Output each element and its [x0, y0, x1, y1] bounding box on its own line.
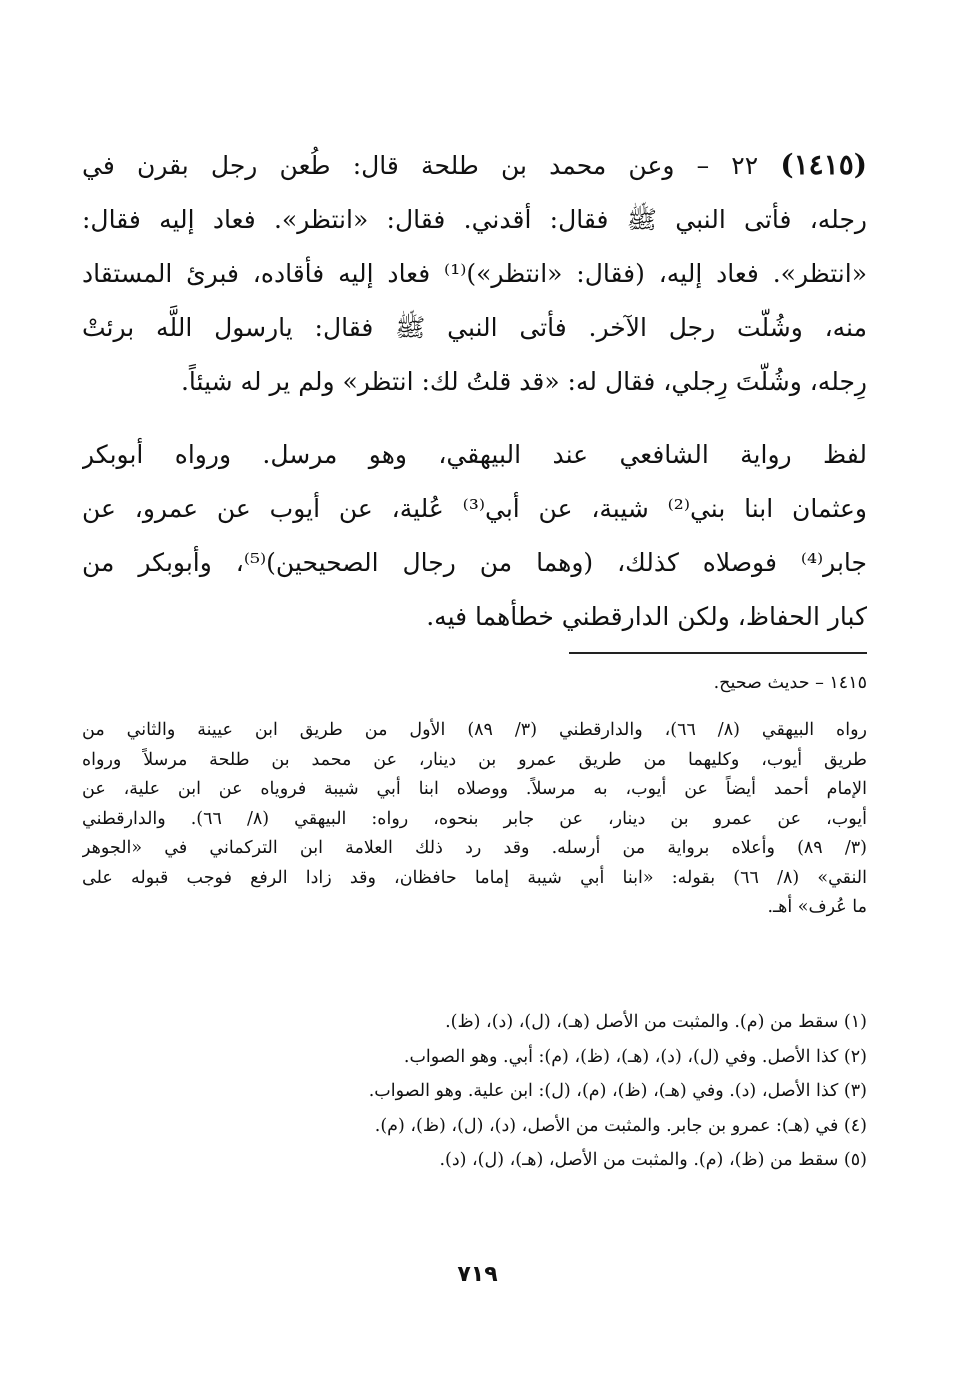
footnote: (١) سقط من (م). والمثبت من الأصل (هـ)، (ل)، (د)، (ظ). — [445, 1012, 867, 1032]
footnote: (٣) كذا الأصل، (د). وفي (هـ)، (ظ)، (م)، (ل): ابن علية. وهو الصواب. — [368, 1081, 867, 1101]
takhrij-line: رواه البيهقي (٨/ ٦٦)، والدارقطني (٣/ ٨٩) الأول من طريق ابن عيينة والثاني من — [82, 720, 867, 740]
takhrij-line: (٣/ ٨٩) وأعلاه برواية من أرسله. وقد رد ذلك العلامة ابن التركماني في «الجوهر — [82, 838, 867, 858]
footnote: (٥) سقط من (ظ)، (م). والمثبت من الأصل، (هـ)، (ل)، (د). — [439, 1150, 867, 1170]
hadith-text — [82, 138, 867, 409]
hadith-number: (١٤١٥) — [780, 148, 867, 181]
footnote-separator — [569, 652, 867, 654]
footnotes — [82, 1005, 867, 1178]
page-number: ٧١٩ — [457, 1262, 498, 1287]
takhrij-line: ما عُرف» أهـ. — [767, 897, 867, 917]
commentary-text — [82, 428, 867, 644]
footnote: (٢) كذا الأصل. وفي (ل)، (د)، (هـ)، (ظ)، (م): أبي. وهو الصواب. — [403, 1046, 867, 1067]
takhrij-line: طريق أيوب، وكليهما من طريق عمرو بن دينار، عن محمد بن طلحة مرسلاً ورواه — [82, 749, 867, 770]
takhrij-text — [82, 716, 867, 923]
hadith-line: (١٤١٥) ٢٢ – وعن محمد بن طلحة قال: طُعن رجل بقرن في — [82, 148, 867, 181]
takhrij-line: الإمام أحمد أيضاً عن أيوب، به مرسلاً. ووصلاه ابنا أبي شيبة فروياه عن ابن علية، عن — [82, 779, 867, 799]
hadith-line: رِجله، وشُلّتَ رِجلي، فقال له: «قد قلتُ لك: انتظر» ولم ير له شيئاً. — [180, 367, 867, 396]
hadith-line: رجله، فأتى النبي ﷺ فقال: أقدني. فقال: «انتظر». فعاد إليه فقال: — [82, 205, 867, 234]
takhrij-heading: ١٤١٥ – حديث صحيح. — [713, 673, 867, 693]
commentary-line: لفظ رواية الشافعي عند البيهقي، وهو مرسل. ورواه أبوبكر — [82, 440, 867, 469]
commentary-line: وعثمان ابنا بني⁽²⁾ شيبة، عن أبي⁽³⁾ عُلية، عن أيوب عن عمرو، عن — [82, 494, 867, 523]
hadith-line: «انتظر». فعاد إليه، (فقال: «انتظر»)⁽¹⁾ فعاد إليه فأقاده، فبرئ المستقاد — [82, 259, 867, 288]
takhrij-line: النقي» (٨/ ٦٦) بقوله: «ابنا أبي شيبة إماما حافظان، وقد زادا الرفع فوجب قبوله على — [82, 867, 867, 888]
commentary-line: كبار الحفاظ، ولكن الدارقطني خطأهما فيه. — [426, 602, 867, 631]
takhrij-line: أيوب، عن عمرو بن دينار، عن جابر بنحوه، رواه: البيهقي (٨/ ٦٦). والدارقطني — [82, 808, 867, 829]
footnote: (٤) في (هـ): عمرو بن جابر. والمثبت من الأصل، (د)، (ل)، (ظ)، (م). — [374, 1115, 867, 1136]
hadith-line: منه، وشُلّت رجل الآخر. فأتى النبي ﷺ فقال: يارسول اللَّه برئتْ — [82, 313, 867, 342]
commentary-line: جابر⁽⁴⁾ فوصلاه كذلك، (وهما من رجال الصحيحين)⁽⁵⁾، وأبوبكر من — [82, 548, 867, 577]
